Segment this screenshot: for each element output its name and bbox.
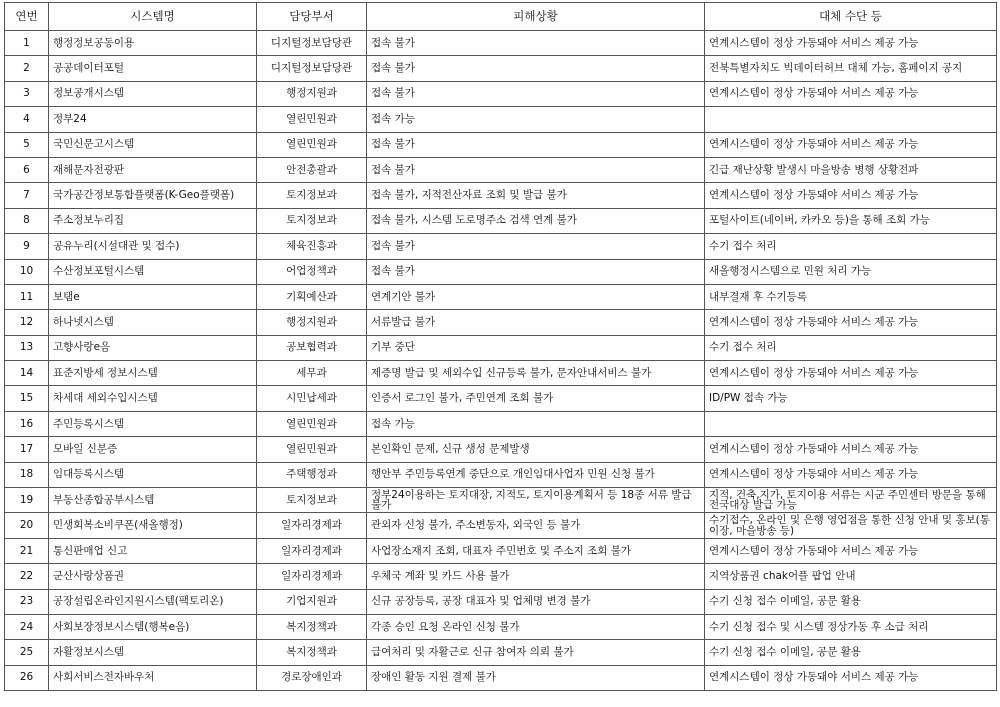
system-name-cell: 공유누리(시설대관 및 접수) xyxy=(49,234,257,259)
damage-status-cell: 접속 가능 xyxy=(367,411,705,436)
alternative-measure-cell: 연계시스템이 정상 가동돼야 서비스 제공 가능 xyxy=(705,361,997,386)
system-name-cell: 국가공간정보통합플랫폼(K-Geo플랫폼) xyxy=(49,183,257,208)
system-name-cell: 공공데이터포털 xyxy=(49,56,257,81)
department-cell: 시민납세과 xyxy=(257,386,367,411)
system-name-cell: 주소정보누리집 xyxy=(49,208,257,233)
table-row xyxy=(5,31,997,56)
row-number-cell: 23 xyxy=(5,589,49,614)
system-name-cell: 정부24 xyxy=(49,107,257,132)
row-number-cell: 18 xyxy=(5,462,49,487)
row-number-cell: 9 xyxy=(5,234,49,259)
table-row xyxy=(5,259,997,284)
alternative-measure-cell: 수기 접수 처리 xyxy=(705,234,997,259)
table-row xyxy=(5,107,997,132)
table-row xyxy=(5,386,997,411)
alternative-measure-cell: 연계시스템이 정상 가동돼야 서비스 제공 가능 xyxy=(705,132,997,157)
damage-status-cell: 사업장소재지 조회, 대표자 주민번호 및 주소지 조회 불가 xyxy=(367,538,705,563)
table-row xyxy=(5,437,997,462)
header-row xyxy=(5,3,997,31)
department-cell: 디지털정보담당관 xyxy=(257,56,367,81)
alternative-measure-cell: 연계시스템이 정상 가동돼야 서비스 제공 가능 xyxy=(705,183,997,208)
department-cell: 토지정보과 xyxy=(257,183,367,208)
damage-status-cell: 서류발급 불가 xyxy=(367,310,705,335)
damage-status-cell: 접속 불가 xyxy=(367,157,705,182)
system-name-cell: 민생회복소비쿠폰(새올행정) xyxy=(49,513,257,538)
department-cell: 일자리경제과 xyxy=(257,513,367,538)
department-cell: 열린민원과 xyxy=(257,437,367,462)
damage-status-cell: 신규 공장등록, 공장 대표자 및 업체명 변경 불가 xyxy=(367,589,705,614)
damage-status-cell: 접속 불가 xyxy=(367,259,705,284)
alternative-measure-cell: ID/PW 접속 가능 xyxy=(705,386,997,411)
alternative-measure-cell: 수기 신청 접수 및 시스템 정상가동 후 소급 처리 xyxy=(705,614,997,639)
row-number-cell: 19 xyxy=(5,488,49,513)
alternative-measure-cell: 수기 신청 접수 이메일, 공문 활용 xyxy=(705,640,997,665)
damage-status-cell: 급여처리 및 자활근로 신규 참여자 의뢰 불가 xyxy=(367,640,705,665)
row-number-cell: 17 xyxy=(5,437,49,462)
header-alt: 대체 수단 등 xyxy=(705,3,997,31)
system-name-cell: 모바일 신분증 xyxy=(49,437,257,462)
damage-status-cell: 기부 중단 xyxy=(367,335,705,360)
alternative-measure-cell: 새올행정시스템으로 민원 처리 가능 xyxy=(705,259,997,284)
header-damage: 피해상황 xyxy=(367,3,705,31)
row-number-cell: 15 xyxy=(5,386,49,411)
department-cell: 행정지원과 xyxy=(257,310,367,335)
alternative-measure-cell: 연계시스템이 정상 가동돼야 서비스 제공 가능 xyxy=(705,81,997,106)
table-row xyxy=(5,183,997,208)
alternative-measure-cell xyxy=(705,411,997,436)
alternative-measure-cell: 연계시스템이 정상 가동돼야 서비스 제공 가능 xyxy=(705,31,997,56)
table-row xyxy=(5,157,997,182)
department-cell: 기업지원과 xyxy=(257,589,367,614)
row-number-cell: 24 xyxy=(5,614,49,639)
damage-status-cell: 접속 불가 xyxy=(367,132,705,157)
alternative-measure-cell: 지역상품권 chak어플 팝업 안내 xyxy=(705,564,997,589)
alternative-measure-cell: 연계시스템이 정상 가동돼야 서비스 제공 가능 xyxy=(705,310,997,335)
row-number-cell: 7 xyxy=(5,183,49,208)
row-number-cell: 20 xyxy=(5,513,49,538)
alternative-measure-cell: 수기 신청 접수 이메일, 공문 활용 xyxy=(705,589,997,614)
alternative-measure-cell: 수기접수, 온라인 및 은행 영업점을 통한 신청 안내 및 홍보(통이장, 마을방송 등) xyxy=(705,513,997,538)
row-number-cell: 10 xyxy=(5,259,49,284)
department-cell: 체육진흥과 xyxy=(257,234,367,259)
table-row xyxy=(5,564,997,589)
alternative-measure-cell xyxy=(705,107,997,132)
department-cell: 행정지원과 xyxy=(257,81,367,106)
damage-status-cell: 장애인 활동 지원 결제 불가 xyxy=(367,665,705,690)
damage-status-cell: 인증서 로그인 불가, 주민연계 조회 불가 xyxy=(367,386,705,411)
row-number-cell: 14 xyxy=(5,361,49,386)
department-cell: 주택행정과 xyxy=(257,462,367,487)
row-number-cell: 11 xyxy=(5,284,49,309)
damage-status-cell: 연계기안 불가 xyxy=(367,284,705,309)
table-row xyxy=(5,284,997,309)
system-name-cell: 고향사랑e음 xyxy=(49,335,257,360)
alternative-measure-cell: 포털사이트(네이버, 카카오 등)을 통해 조회 가능 xyxy=(705,208,997,233)
department-cell: 토지정보과 xyxy=(257,208,367,233)
table-row xyxy=(5,361,997,386)
alternative-measure-cell: 수기 접수 처리 xyxy=(705,335,997,360)
damage-status-cell: 각종 승인 요청 온라인 신청 불가 xyxy=(367,614,705,639)
row-number-cell: 21 xyxy=(5,538,49,563)
damage-status-cell: 접속 불가 xyxy=(367,234,705,259)
alternative-measure-cell: 전북특별자치도 빅데이터허브 대체 가능, 홈페이지 공지 xyxy=(705,56,997,81)
table-row xyxy=(5,208,997,233)
system-name-cell: 보탬e xyxy=(49,284,257,309)
table-row xyxy=(5,81,997,106)
table-row xyxy=(5,56,997,81)
system-name-cell: 임대등록시스템 xyxy=(49,462,257,487)
damage-status-cell: 접속 불가, 시스템 도로명주소 검색 연계 불가 xyxy=(367,208,705,233)
table-row xyxy=(5,462,997,487)
system-name-cell: 사회서비스전자바우처 xyxy=(49,665,257,690)
system-name-cell: 주민등록시스템 xyxy=(49,411,257,436)
system-name-cell: 재해문자전광판 xyxy=(49,157,257,182)
table-row xyxy=(5,132,997,157)
system-name-cell: 사회보장정보시스템(행복e음) xyxy=(49,614,257,639)
department-cell: 열린민원과 xyxy=(257,411,367,436)
system-name-cell: 표준지방세 정보시스템 xyxy=(49,361,257,386)
department-cell: 복지정책과 xyxy=(257,614,367,639)
table-row xyxy=(5,488,997,513)
alternative-measure-cell: 내부결재 후 수기등록 xyxy=(705,284,997,309)
system-name-cell: 정보공개시스템 xyxy=(49,81,257,106)
row-number-cell: 12 xyxy=(5,310,49,335)
system-name-cell: 하나넷시스템 xyxy=(49,310,257,335)
department-cell: 복지정책과 xyxy=(257,640,367,665)
damage-status-cell: 행안부 주민등록연계 중단으로 개인임대사업자 민원 신청 불가 xyxy=(367,462,705,487)
department-cell: 토지정보과 xyxy=(257,488,367,513)
table-row xyxy=(5,234,997,259)
alternative-measure-cell: 연계시스템이 정상 가동돼야 서비스 제공 가능 xyxy=(705,462,997,487)
department-cell: 안전총괄과 xyxy=(257,157,367,182)
table-row xyxy=(5,589,997,614)
system-name-cell: 공장설립온라인지원시스템(팩토리온) xyxy=(49,589,257,614)
table-row xyxy=(5,614,997,639)
header-no: 연번 xyxy=(5,3,49,31)
system-name-cell: 행정정보공동이용 xyxy=(49,31,257,56)
damage-status-table xyxy=(4,2,997,691)
damage-status-cell: 제증명 발급 및 세외수입 신규등록 불가, 문자안내서비스 불가 xyxy=(367,361,705,386)
row-number-cell: 3 xyxy=(5,81,49,106)
row-number-cell: 26 xyxy=(5,665,49,690)
alternative-measure-cell: 연계시스템이 정상 가동돼야 서비스 제공 가능 xyxy=(705,437,997,462)
table-row xyxy=(5,640,997,665)
system-name-cell: 수산정보포털시스템 xyxy=(49,259,257,284)
system-name-cell: 통신판매업 신고 xyxy=(49,538,257,563)
table-row xyxy=(5,411,997,436)
table-row xyxy=(5,335,997,360)
row-number-cell: 13 xyxy=(5,335,49,360)
row-number-cell: 8 xyxy=(5,208,49,233)
damage-status-cell: 접속 불가 xyxy=(367,56,705,81)
table-row xyxy=(5,513,997,538)
table-row xyxy=(5,665,997,690)
department-cell: 기획예산과 xyxy=(257,284,367,309)
department-cell: 디지털정보담당관 xyxy=(257,31,367,56)
damage-status-cell: 접속 가능 xyxy=(367,107,705,132)
department-cell: 열린민원과 xyxy=(257,107,367,132)
department-cell: 일자리경제과 xyxy=(257,564,367,589)
row-number-cell: 16 xyxy=(5,411,49,436)
row-number-cell: 1 xyxy=(5,31,49,56)
damage-status-cell: 정부24이용하는 토지대장, 지적도, 토지이용계획서 등 18종 서류 발급 불가 xyxy=(367,488,705,513)
row-number-cell: 2 xyxy=(5,56,49,81)
department-cell: 공보협력과 xyxy=(257,335,367,360)
damage-status-cell: 우체국 계좌 및 카드 사용 불가 xyxy=(367,564,705,589)
system-name-cell: 자활정보시스템 xyxy=(49,640,257,665)
system-name-cell: 부동산종합공부시스템 xyxy=(49,488,257,513)
table-row xyxy=(5,310,997,335)
alternative-measure-cell: 지적, 건축,지가, 토지이용 서류는 시군 주민센터 방문을 통해 전국대상 발급 가능 xyxy=(705,488,997,513)
row-number-cell: 22 xyxy=(5,564,49,589)
department-cell: 세무과 xyxy=(257,361,367,386)
system-name-cell: 국민신문고시스템 xyxy=(49,132,257,157)
row-number-cell: 5 xyxy=(5,132,49,157)
system-name-cell: 군산사랑상품권 xyxy=(49,564,257,589)
department-cell: 어업정책과 xyxy=(257,259,367,284)
damage-status-cell: 접속 불가 xyxy=(367,81,705,106)
table-row xyxy=(5,538,997,563)
department-cell: 열린민원과 xyxy=(257,132,367,157)
alternative-measure-cell: 긴급 재난상황 발생시 마을방송 병행 상황전파 xyxy=(705,157,997,182)
department-cell: 일자리경제과 xyxy=(257,538,367,563)
system-name-cell: 차세대 세외수입시스템 xyxy=(49,386,257,411)
damage-status-cell: 접속 불가 xyxy=(367,31,705,56)
header-system: 시스템명 xyxy=(49,3,257,31)
header-dept: 담당부서 xyxy=(257,3,367,31)
damage-status-cell: 접속 불가, 지적전산자료 조회 및 발급 불가 xyxy=(367,183,705,208)
department-cell: 경로장애인과 xyxy=(257,665,367,690)
damage-status-cell: 본인확인 문제, 신규 생성 문제발생 xyxy=(367,437,705,462)
row-number-cell: 6 xyxy=(5,157,49,182)
damage-status-cell: 관외자 신청 불가, 주소변동자, 외국인 등 불가 xyxy=(367,513,705,538)
row-number-cell: 25 xyxy=(5,640,49,665)
alternative-measure-cell: 연계시스템이 정상 가동돼야 서비스 제공 가능 xyxy=(705,665,997,690)
row-number-cell: 4 xyxy=(5,107,49,132)
alternative-measure-cell: 연계시스템이 정상 가동돼야 서비스 제공 가능 xyxy=(705,538,997,563)
